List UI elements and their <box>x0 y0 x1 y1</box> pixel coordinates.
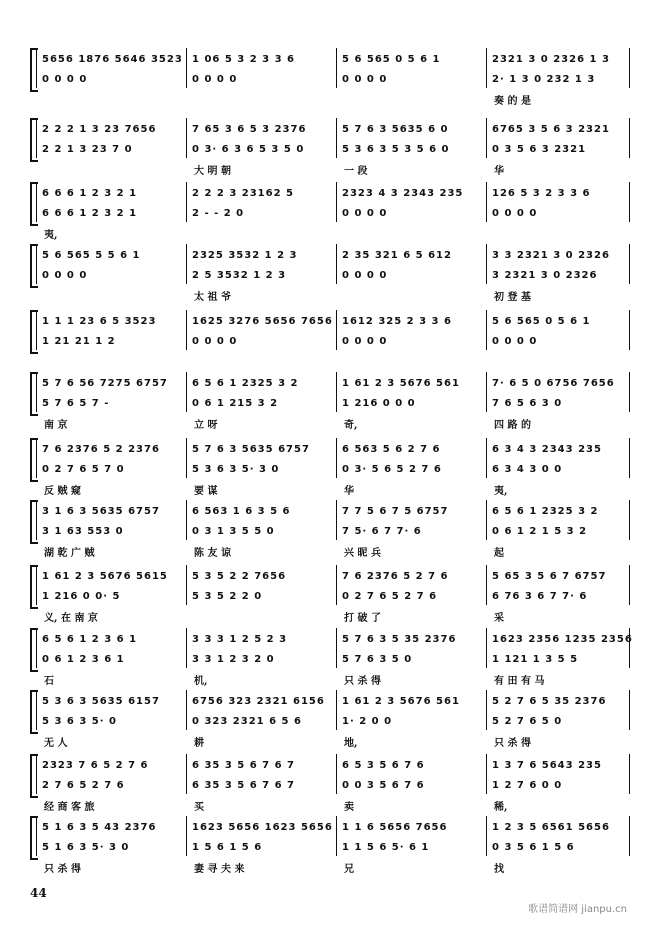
melody-line: 5 2 7 6 5 35 2376 <box>492 696 607 707</box>
melody-line: 5 1 6 3 5 43 2376 <box>42 822 157 833</box>
barline <box>186 690 187 730</box>
score-system <box>30 438 630 497</box>
melody-line: 7 65 3 6 5 3 2376 <box>192 124 307 135</box>
barline <box>186 310 187 350</box>
barline <box>486 754 487 794</box>
lyric-text: 耕 <box>194 738 204 749</box>
score-system <box>30 310 630 352</box>
measure <box>36 244 182 284</box>
lyric-text: 只 杀 得 <box>344 676 381 687</box>
barline <box>486 628 487 668</box>
accompaniment-line: 0 0 0 0 <box>42 74 88 85</box>
measure <box>36 182 182 241</box>
melody-line: 1 1 6 5656 7656 <box>342 822 448 833</box>
measure <box>336 244 482 284</box>
lyric-text: 湖 乾 广 贼 <box>44 548 95 559</box>
accompaniment-line: 5 3 6 3 5· 3 0 <box>192 464 280 475</box>
accompaniment-line: 5 3 5 2 2 0 <box>192 591 263 602</box>
accompaniment-line: 0 0 3 5 6 7 6 <box>342 780 425 791</box>
lyric-text: 起 <box>494 548 504 559</box>
melody-line: 1 06 5 3 2 3 3 6 <box>192 54 295 65</box>
lyric-text: 卖 <box>344 802 354 813</box>
measure <box>186 500 332 559</box>
melody-line: 6 6 6 1 2 3 2 1 <box>42 188 138 199</box>
melody-line: 5656 1876 5646 3523 <box>42 54 183 65</box>
accompaniment-line: 2 2 1 3 23 7 0 <box>42 144 133 155</box>
barline <box>186 754 187 794</box>
lyric-text: 找 <box>494 864 504 875</box>
barline <box>336 500 337 540</box>
lyric-text: 采 <box>494 613 504 624</box>
melody-line: 5 7 6 3 5635 6 0 <box>342 124 449 135</box>
measure <box>486 754 632 813</box>
barline <box>186 500 187 540</box>
accompaniment-line: 3 1 63 553 0 <box>42 526 124 537</box>
barline <box>186 182 187 222</box>
accompaniment-line: 1 2 7 6 0 0 <box>492 780 563 791</box>
accompaniment-line: 1 216 0 0 0 <box>342 398 416 409</box>
measure <box>186 372 332 431</box>
accompaniment-line: 5 3 6 3 5· 0 <box>42 716 117 727</box>
lyric-text: 华 <box>494 166 504 177</box>
accompaniment-line: 0 2 7 6 5 2 7 6 <box>342 591 438 602</box>
score-system <box>30 690 630 749</box>
barline <box>36 182 37 222</box>
melody-line: 5 6 565 0 5 6 1 <box>492 316 591 327</box>
barline <box>336 754 337 794</box>
melody-line: 2321 3 0 2326 1 3 <box>492 54 610 65</box>
measure <box>36 310 182 350</box>
lyric-text: 夷, <box>494 486 508 497</box>
melody-line: 6756 323 2321 6156 <box>192 696 325 707</box>
melody-line: 5 7 6 56 7275 6757 <box>42 378 168 389</box>
measure <box>36 500 182 559</box>
measure <box>186 690 332 749</box>
barline <box>36 438 37 478</box>
score-system <box>30 628 633 687</box>
melody-line: 3 3 2321 3 0 2326 <box>492 250 610 261</box>
melody-line: 1612 325 2 3 3 6 <box>342 316 452 327</box>
watermark: 歌谱简谱网 jianpu.cn <box>528 904 627 915</box>
score-system <box>30 816 630 875</box>
lyric-text: 奏 的 是 <box>494 96 531 107</box>
lyric-text: 南 京 <box>44 420 68 431</box>
accompaniment-line: 5 1 6 3 5· 3 0 <box>42 842 130 853</box>
accompaniment-line: 1 1 5 6 5· 6 1 <box>342 842 430 853</box>
measure <box>486 690 632 749</box>
lyric-text: 大 明 朝 <box>194 166 231 177</box>
melody-line: 6 35 3 5 6 7 6 7 <box>192 760 295 771</box>
barline <box>186 565 187 605</box>
measure <box>36 438 182 497</box>
melody-line: 1623 2356 1235 2356 <box>492 634 633 645</box>
lyric-text: 立 呀 <box>194 420 218 431</box>
barline <box>186 118 187 158</box>
measure <box>186 816 333 875</box>
measure <box>336 628 482 687</box>
lyric-text: 奇, <box>344 420 358 431</box>
accompaniment-line: 7 5· 6 7 7· 6 <box>342 526 422 537</box>
barline <box>336 48 337 88</box>
measure <box>186 244 332 303</box>
accompaniment-line: 0 0 0 0 <box>342 336 388 347</box>
melody-line: 5 3 5 2 2 7656 <box>192 571 287 582</box>
measure <box>336 310 482 350</box>
lyric-text: 有 田 有 马 <box>494 676 545 687</box>
lyric-text: 买 <box>194 802 204 813</box>
page-number: 44 <box>30 886 47 900</box>
melody-line: 7· 6 5 0 6756 7656 <box>492 378 615 389</box>
lyric-text: 反 贼 窥 <box>44 486 81 497</box>
score-system <box>30 754 630 813</box>
measure <box>36 628 182 687</box>
accompaniment-line: 1 5 6 1 5 6 <box>192 842 263 853</box>
measure <box>336 816 482 875</box>
score-system <box>30 500 630 559</box>
accompaniment-line: 0 323 2321 6 5 6 <box>192 716 302 727</box>
barline <box>186 372 187 412</box>
measure <box>186 118 332 177</box>
barline <box>336 438 337 478</box>
melody-line: 6 5 6 1 2325 3 2 <box>192 378 299 389</box>
lyric-text: 华 <box>344 486 354 497</box>
lyric-text: 只 杀 得 <box>44 864 81 875</box>
accompaniment-line: 0 3 5 6 1 5 6 <box>492 842 575 853</box>
barline <box>36 754 37 794</box>
barline <box>486 690 487 730</box>
melody-line: 2323 4 3 2343 235 <box>342 188 464 199</box>
barline <box>186 244 187 284</box>
measure <box>36 565 182 624</box>
barline <box>336 565 337 605</box>
melody-line: 126 5 3 2 3 3 6 <box>492 188 591 199</box>
accompaniment-line: 5 7 6 3 5 0 <box>342 654 413 665</box>
barline <box>186 48 187 88</box>
melody-line: 1 61 2 3 5676 561 <box>342 696 460 707</box>
melody-line: 1 1 1 23 6 5 3523 <box>42 316 157 327</box>
accompaniment-line: 2 5 3532 1 2 3 <box>192 270 287 281</box>
measure <box>36 372 182 431</box>
barline <box>186 816 187 856</box>
barline <box>36 244 37 284</box>
barline <box>486 816 487 856</box>
measure <box>486 118 632 177</box>
barline <box>36 48 37 88</box>
barline <box>486 565 487 605</box>
measure <box>486 628 633 687</box>
lyric-text: 一 段 <box>344 166 368 177</box>
score-system <box>30 372 630 431</box>
lyric-text: 经 商 客 旅 <box>44 802 95 813</box>
melody-line: 2325 3532 1 2 3 <box>192 250 298 261</box>
accompaniment-line: 0 3· 6 3 6 5 3 5 0 <box>192 144 305 155</box>
accompaniment-line: 1· 2 0 0 <box>342 716 393 727</box>
melody-line: 5 65 3 5 6 7 6757 <box>492 571 607 582</box>
score-system <box>30 182 630 241</box>
accompaniment-line: 0 0 0 0 <box>192 74 238 85</box>
accompaniment-line: 2· 1 3 0 232 1 3 <box>492 74 596 85</box>
melody-line: 1 61 2 3 5676 561 <box>342 378 460 389</box>
measure <box>186 565 332 605</box>
accompaniment-line: 5 3 6 3 5 3 5 6 0 <box>342 144 450 155</box>
lyric-text: 石 <box>44 676 54 687</box>
accompaniment-line: 6 3 4 3 0 0 <box>492 464 563 475</box>
lyric-text: 要 谋 <box>194 486 218 497</box>
barline <box>486 500 487 540</box>
measure <box>486 182 632 222</box>
measure <box>36 754 182 813</box>
accompaniment-line: 7 6 5 6 3 0 <box>492 398 563 409</box>
measure <box>336 48 482 88</box>
barline <box>486 118 487 158</box>
accompaniment-line: 0 0 0 0 <box>42 270 88 281</box>
accompaniment-line: 0 0 0 0 <box>492 336 538 347</box>
measure <box>486 816 632 875</box>
barline <box>336 372 337 412</box>
barline <box>336 244 337 284</box>
measure <box>486 438 632 497</box>
barline <box>486 244 487 284</box>
melody-line: 6765 3 5 6 3 2321 <box>492 124 610 135</box>
melody-line: 1625 3276 5656 7656 <box>192 316 333 327</box>
melody-line: 7 6 2376 5 2 7 6 <box>342 571 449 582</box>
lyric-text: 兄 <box>344 864 354 875</box>
barline <box>36 628 37 668</box>
melody-line: 6 3 4 3 2343 235 <box>492 444 602 455</box>
score-system <box>30 118 630 177</box>
score-system <box>30 565 630 624</box>
barline <box>336 310 337 350</box>
measure <box>336 754 482 813</box>
measure <box>186 754 332 813</box>
measure <box>186 628 332 687</box>
melody-line: 6 5 6 1 2 3 6 1 <box>42 634 138 645</box>
score-system <box>30 244 630 303</box>
lyric-text: 只 杀 得 <box>494 738 531 749</box>
accompaniment-line: 0 0 0 0 <box>492 208 538 219</box>
melody-line: 5 7 6 3 5 35 2376 <box>342 634 457 645</box>
accompaniment-line: 0 6 1 2 3 6 1 <box>42 654 125 665</box>
measure <box>186 310 332 350</box>
measure <box>486 500 632 559</box>
barline <box>336 118 337 158</box>
melody-line: 1 3 7 6 5643 235 <box>492 760 602 771</box>
measure <box>486 48 632 107</box>
lyric-text: 太 祖 爷 <box>194 292 231 303</box>
measure <box>336 690 482 749</box>
melody-line: 3 3 3 1 2 5 2 3 <box>192 634 288 645</box>
lyric-text: 初 登 基 <box>494 292 531 303</box>
melody-line: 5 6 565 0 5 6 1 <box>342 54 441 65</box>
accompaniment-line: 0 0 0 0 <box>342 74 388 85</box>
accompaniment-line: 6 6 6 1 2 3 2 1 <box>42 208 138 219</box>
accompaniment-line: 0 0 0 0 <box>342 270 388 281</box>
melody-line: 2 2 2 1 3 23 7656 <box>42 124 157 135</box>
melody-line: 6 5 6 1 2325 3 2 <box>492 506 599 517</box>
lyric-text: 妻 寻 夫 来 <box>194 864 245 875</box>
lyric-text: 打 破 了 <box>344 613 381 624</box>
measure <box>336 372 482 431</box>
accompaniment-line: 2 7 6 5 2 7 6 <box>42 780 125 791</box>
melody-line: 6 563 5 6 2 7 6 <box>342 444 441 455</box>
accompaniment-line: 3 3 1 2 3 2 0 <box>192 654 275 665</box>
accompaniment-line: 3 2321 3 0 2326 <box>492 270 598 281</box>
melody-line: 6 5 3 5 6 7 6 <box>342 760 425 771</box>
barline <box>186 438 187 478</box>
accompaniment-line: 5 2 7 6 5 0 <box>492 716 563 727</box>
accompaniment-line: 0 3 1 3 5 5 0 <box>192 526 275 537</box>
melody-line: 5 7 6 3 5635 6757 <box>192 444 310 455</box>
lyric-text: 无 人 <box>44 738 68 749</box>
measure <box>336 500 482 559</box>
measure <box>186 182 332 222</box>
measure <box>36 48 182 88</box>
measure <box>36 118 182 158</box>
measure <box>336 565 482 624</box>
barline <box>486 182 487 222</box>
measure <box>486 244 632 303</box>
accompaniment-line: 2 - - 2 0 <box>192 208 245 219</box>
lyric-text: 兴 昵 兵 <box>344 548 381 559</box>
measure <box>486 372 632 431</box>
measure <box>36 816 182 875</box>
measure <box>336 438 482 497</box>
measure <box>186 48 332 88</box>
melody-line: 5 6 565 5 5 6 1 <box>42 250 141 261</box>
measure <box>336 118 482 177</box>
accompaniment-line: 0 6 1 2 1 5 3 2 <box>492 526 588 537</box>
melody-line: 1 2 3 5 6561 5656 <box>492 822 610 833</box>
lyric-text: 陈 友 谅 <box>194 548 231 559</box>
barline <box>36 118 37 158</box>
barline <box>336 182 337 222</box>
melody-line: 2323 7 6 5 2 7 6 <box>42 760 149 771</box>
accompaniment-line: 6 35 3 5 6 7 6 7 <box>192 780 295 791</box>
lyric-text: 义, 在 南 京 <box>44 613 98 624</box>
measure <box>486 310 632 350</box>
accompaniment-line: 5 7 6 5 7 - <box>42 398 110 409</box>
barline <box>486 438 487 478</box>
barline <box>36 690 37 730</box>
barline <box>36 310 37 350</box>
accompaniment-line: 0 0 0 0 <box>342 208 388 219</box>
measure <box>36 690 182 749</box>
lyric-text: 夷, <box>44 230 58 241</box>
barline <box>336 690 337 730</box>
barline <box>486 48 487 88</box>
barline <box>36 565 37 605</box>
melody-line: 2 2 2 3 23162 5 <box>192 188 294 199</box>
melody-line: 7 6 2376 5 2 2376 <box>42 444 160 455</box>
melody-line: 6 563 1 6 3 5 6 <box>192 506 291 517</box>
melody-line: 1 61 2 3 5676 5615 <box>42 571 168 582</box>
accompaniment-line: 0 0 0 0 <box>192 336 238 347</box>
barline <box>486 372 487 412</box>
accompaniment-line: 1 121 1 3 5 5 <box>492 654 579 665</box>
barline <box>36 500 37 540</box>
barline <box>336 628 337 668</box>
measure <box>186 438 332 497</box>
lyric-text: 机, <box>194 676 208 687</box>
accompaniment-line: 0 6 1 215 3 2 <box>192 398 279 409</box>
melody-line: 5 3 6 3 5635 6157 <box>42 696 160 707</box>
measure <box>336 182 482 222</box>
melody-line: 3 1 6 3 5635 6757 <box>42 506 160 517</box>
accompaniment-line: 0 3· 5 6 5 2 7 6 <box>342 464 442 475</box>
accompaniment-line: 0 2 7 6 5 7 0 <box>42 464 125 475</box>
measure <box>486 565 632 624</box>
barline <box>486 310 487 350</box>
score-system <box>30 48 630 107</box>
barline <box>186 628 187 668</box>
barline <box>36 372 37 412</box>
melody-line: 1623 5656 1623 5656 <box>192 822 333 833</box>
barline <box>336 816 337 856</box>
accompaniment-line: 1 216 0 0· 5 <box>42 591 121 602</box>
accompaniment-line: 6 76 3 6 7 7· 6 <box>492 591 588 602</box>
barline <box>36 816 37 856</box>
melody-line: 7 7 5 6 7 5 6757 <box>342 506 449 517</box>
lyric-text: 稀, <box>494 802 508 813</box>
lyric-text: 四 路 的 <box>494 420 531 431</box>
lyric-text: 地, <box>344 738 358 749</box>
accompaniment-line: 1 21 21 1 2 <box>42 336 116 347</box>
accompaniment-line: 0 3 5 6 3 2321 <box>492 144 587 155</box>
melody-line: 2 35 321 6 5 612 <box>342 250 452 261</box>
